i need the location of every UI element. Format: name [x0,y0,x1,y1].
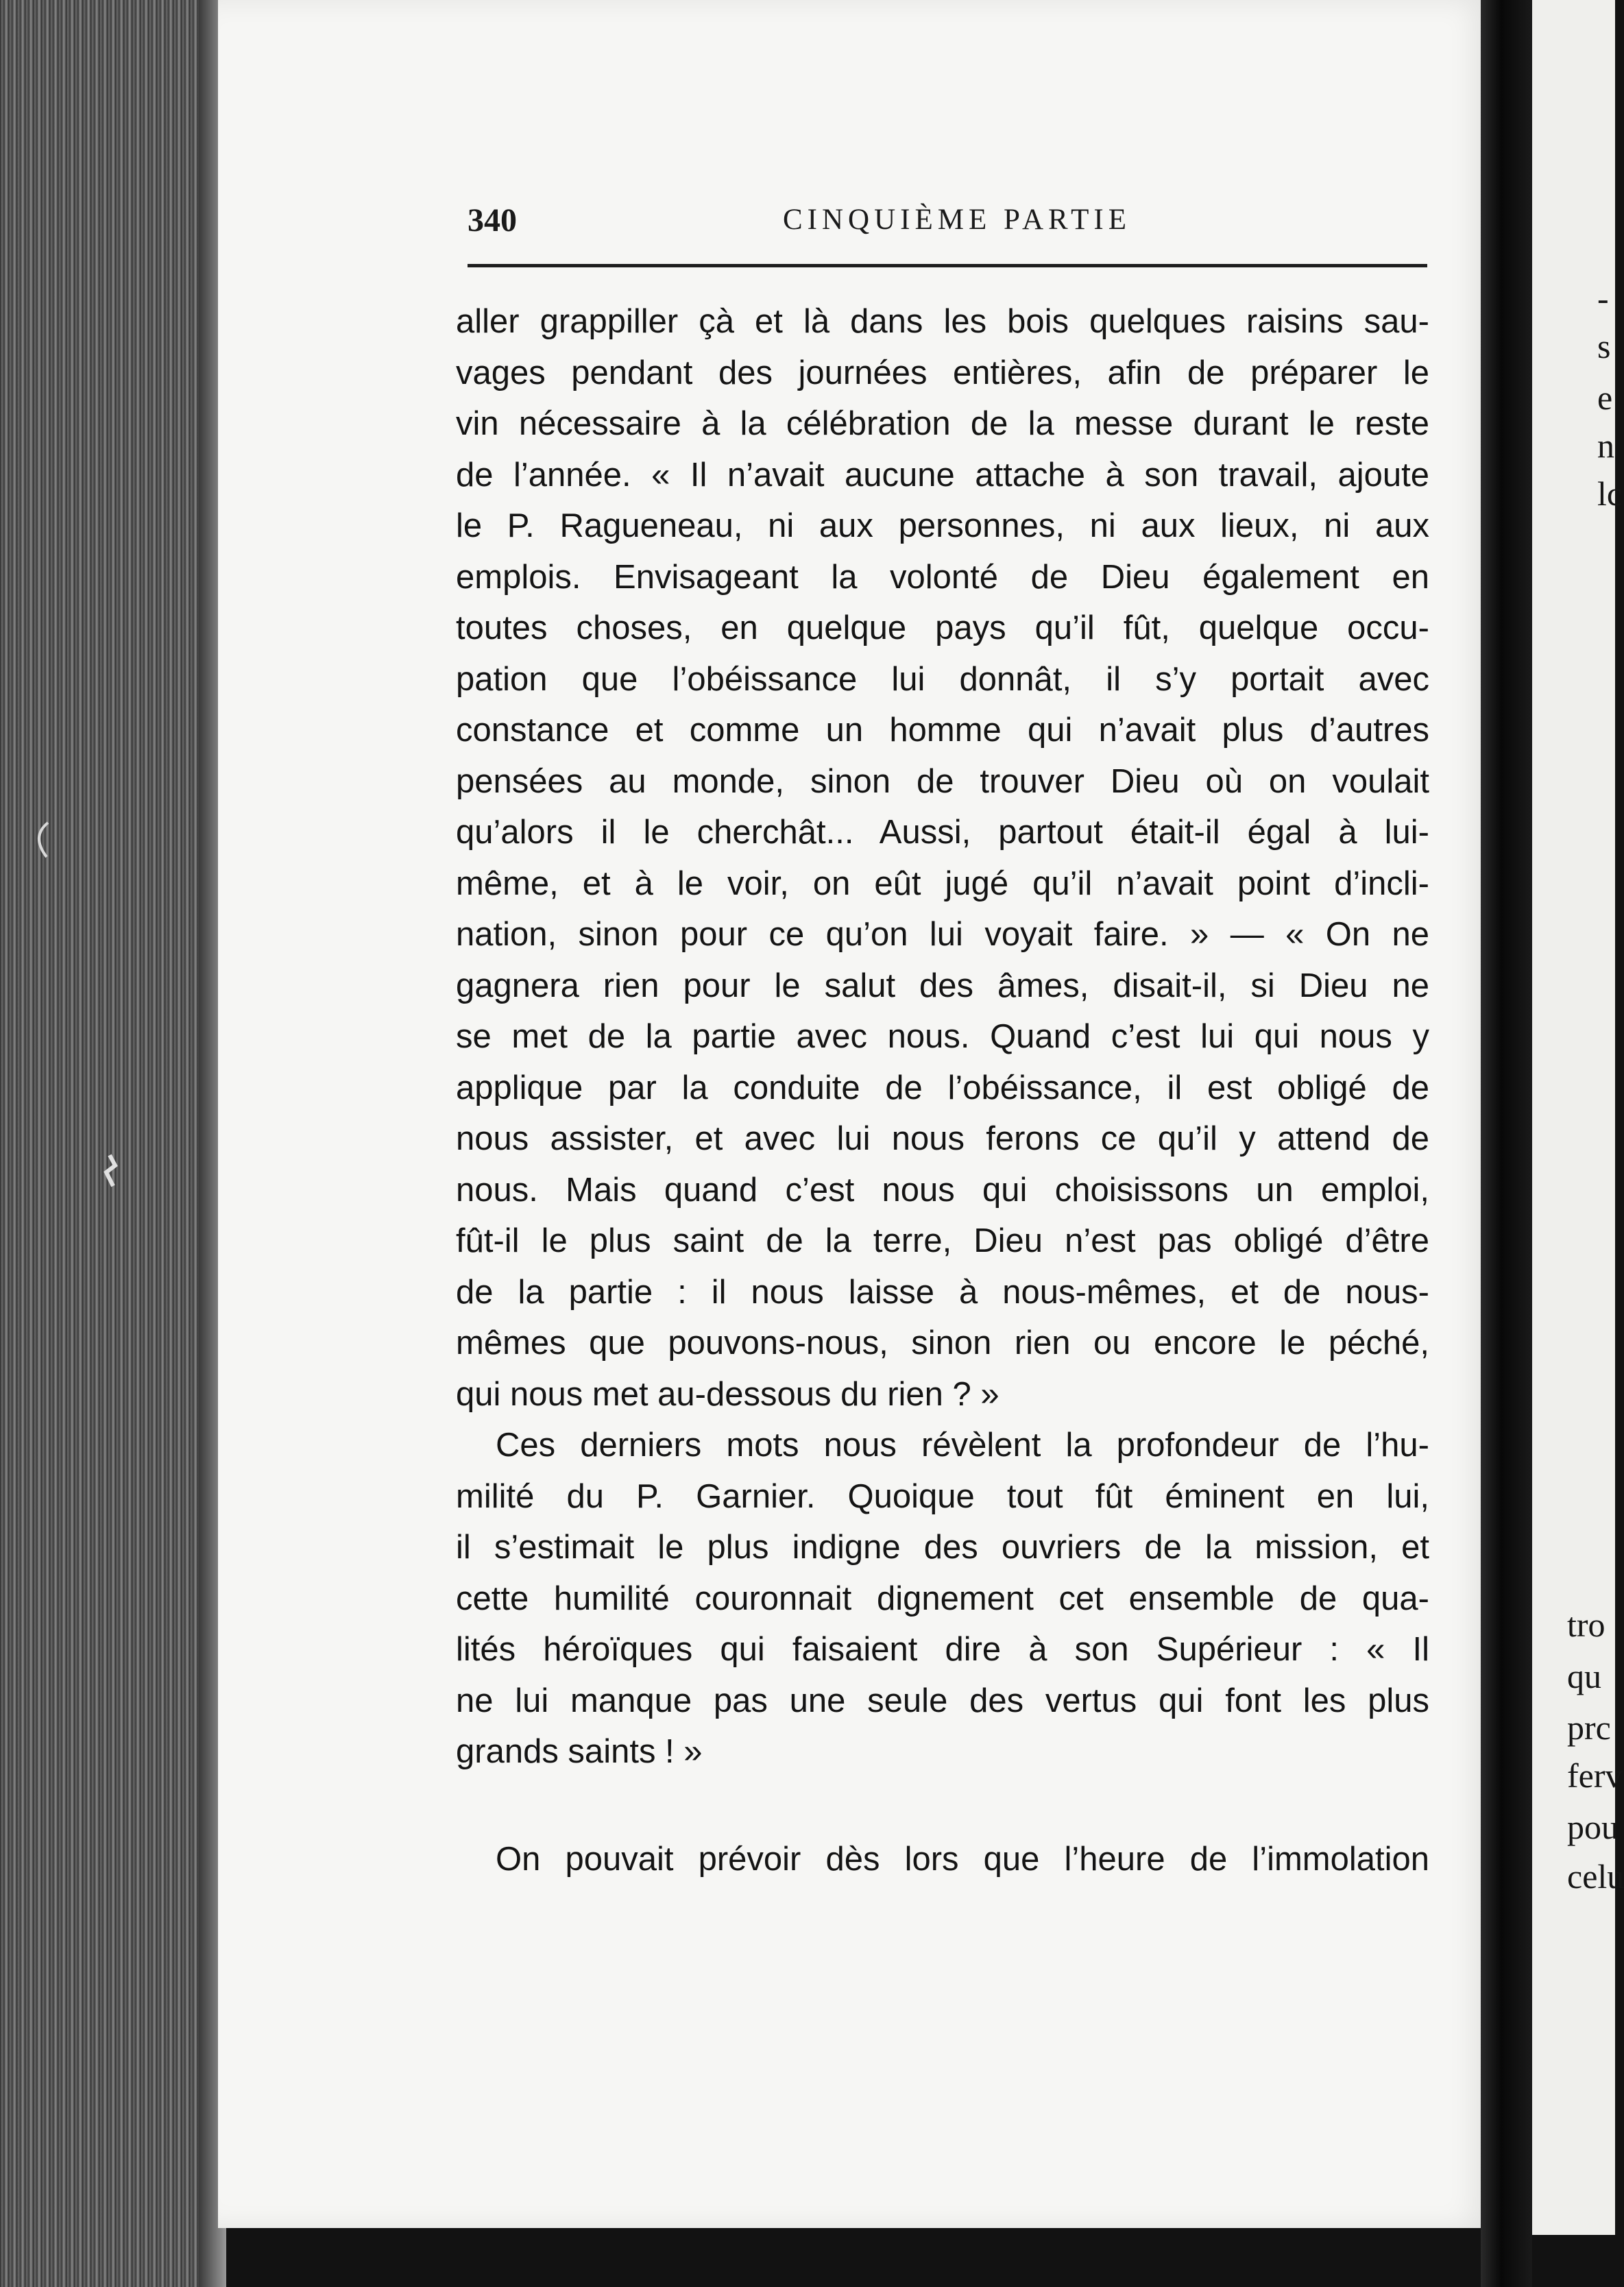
paragraph-first-line: On pouvait prévoir dès lors que l’heure de l’immolation [496,1840,1429,1878]
text-line: de la partie : il nous laisse à nous-mêmes, et de nous- [456,1273,1429,1311]
text-line: ne lui manque pas une seule des vertus qui font les plus [456,1682,1429,1719]
text-line: de l’année. « Il n’avait aucune attache à son travail, ajoute [456,456,1429,494]
text-line: cette humilité couronnait dignement cet ensemble de qua- [456,1580,1429,1617]
facing-page-fragment: pou [1567,1808,1619,1846]
facing-page-fragment: qu [1567,1657,1601,1695]
page-header [468,200,1427,248]
edge-smudge-mark [27,819,55,860]
text-line: lités héroïques qui faisaient dire à son Supérieur : « Il [456,1631,1429,1668]
page-number: 340 [468,202,517,239]
text-line: vages pendant des journées entières, afin de préparer le [456,354,1429,391]
text-line: gagnera rien pour le salut des âmes, disait-il, si Dieu ne [456,967,1429,1004]
body-text [456,296,1429,1885]
text-line: emplois. Envisageant la volonté de Dieu également en [456,558,1429,596]
facing-page-fragment: lc [1597,474,1623,513]
facing-page-fragment: s [1597,327,1611,365]
text-line: même, et à le voir, on eût jugé qu’il n’avait point d’incli- [456,864,1429,902]
facing-page-fragment: n [1597,426,1614,465]
paragraph-first-line: Ces derniers mots nous révèlent la profondeur de l’hu- [496,1427,1429,1464]
text-line: constance et comme un homme qui n’avait plus d’autres [456,712,1429,749]
text-line: nation, sinon pour ce qu’on lui voyait faire. » — « On ne [456,916,1429,953]
text-line: milité du P. Garnier. Quoique tout fût éminent en lui, [456,1477,1429,1515]
text-line: pation que l’obéissance lui donnât, il s’y portait avec [456,660,1429,698]
text-line: applique par la conduite de l’obéissance, il est obligé de [456,1069,1429,1106]
facing-page-fragment: e [1597,378,1613,417]
edge-speck-mark [96,1152,123,1193]
running-title: CINQUIÈME PARTIE [783,204,1131,236]
text-line: se met de la partie avec nous. Quand c’est lui qui nous y [456,1018,1429,1055]
text-line: pensées au monde, sinon de trouver Dieu où on voulait [456,762,1429,800]
text-line: nous assister, et avec lui nous ferons ce qu’il y attend de [456,1120,1429,1157]
text-line: il s’estimait le plus indigne des ouvriers de la mission, et [456,1529,1429,1566]
binding-gutter [1481,0,1532,2287]
text-line: qu’alors il le cherchât... Aussi, partout était-il égal à lui- [456,814,1429,851]
facing-page-fragment: prc [1567,1708,1611,1747]
text-line: fût-il le plus saint de la terre, Dieu n’est pas obligé d’être [456,1222,1429,1259]
stacked-page-edges [0,0,226,2287]
text-line: mêmes que pouvons-nous, sinon rien ou encore le péché, [456,1324,1429,1362]
text-line: nous. Mais quand c’est nous qui choisissons un emploi, [456,1171,1429,1209]
text-line: grands saints ! » [456,1733,703,1770]
facing-page-fragment: tro [1567,1606,1605,1644]
facing-page-fragment: celu [1567,1857,1624,1896]
text-line: vin nécessaire à la célébration de la messe durant le reste [456,405,1429,442]
text-line: le P. Ragueneau, ni aux personnes, ni aux lieux, ni aux [456,507,1429,544]
facing-page-fragment: ferv [1567,1756,1623,1795]
text-line: aller grappiller çà et là dans les bois quelques raisins sau- [456,303,1429,340]
text-line: qui nous met au-dessous du rien ? » [456,1375,999,1413]
header-rule [468,264,1427,267]
section-gap [456,1778,1429,1834]
facing-page-fragment: - [1597,279,1609,317]
text-line: toutes choses, en quelque pays qu’il fût, quelque occu- [456,609,1429,646]
